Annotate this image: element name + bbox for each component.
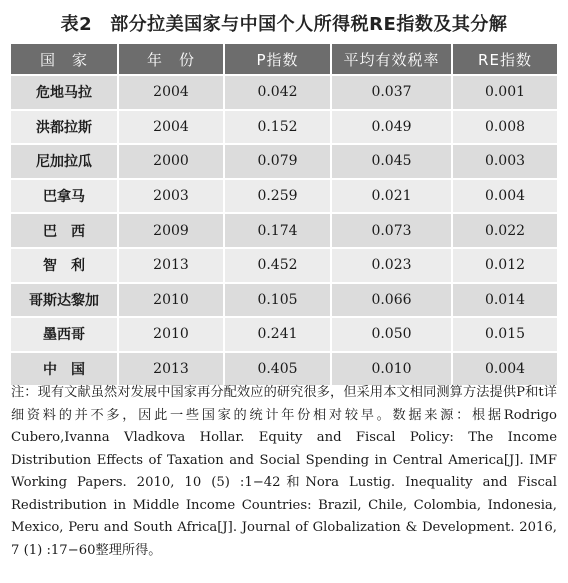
table-caption: 部分拉美国家与中国个人所得税RE指数及其分解 xyxy=(110,14,508,35)
cell-country: 危地马拉 xyxy=(11,75,118,110)
cell-year: 2000 xyxy=(118,144,224,179)
header-avg-rate: 平均有效税率 xyxy=(331,44,452,75)
cell-country: 巴 西 xyxy=(11,213,118,248)
cell-country: 智 利 xyxy=(11,248,118,283)
header-re-index: RE指数 xyxy=(452,44,557,75)
header-country: 国 家 xyxy=(11,44,118,75)
cell-year: 2004 xyxy=(118,110,224,145)
cell-p-index: 0.241 xyxy=(224,317,331,352)
cell-avg-rate: 0.045 xyxy=(331,144,452,179)
cell-re-index: 0.022 xyxy=(452,213,557,248)
data-table xyxy=(11,44,557,385)
cell-avg-rate: 0.073 xyxy=(331,213,452,248)
cell-re-index: 0.008 xyxy=(452,110,557,145)
cell-year: 2013 xyxy=(118,248,224,283)
table-row xyxy=(11,110,557,145)
cell-avg-rate: 0.037 xyxy=(331,75,452,110)
cell-p-index: 0.452 xyxy=(224,248,331,283)
cell-year: 2009 xyxy=(118,213,224,248)
header-p-index: P指数 xyxy=(224,44,331,75)
cell-p-index: 0.042 xyxy=(224,75,331,110)
cell-re-index: 0.014 xyxy=(452,283,557,318)
cell-p-index: 0.174 xyxy=(224,213,331,248)
table-row xyxy=(11,213,557,248)
cell-p-index: 0.105 xyxy=(224,283,331,318)
cell-re-index: 0.004 xyxy=(452,179,557,214)
cell-country: 哥斯达黎加 xyxy=(11,283,118,318)
header-row xyxy=(11,44,557,75)
cell-year: 2013 xyxy=(118,352,224,386)
table-footnote: 注：现有文献虽然对发展中国家再分配效应的研究很多，但采用本文相同测算方法提供P和t详细资料的并不多，因此一些国家的统计年份相对较早。数据来源：根据Rodrigo Cubero,Ivanna Vladkova Hollar. Equity and Fiscal Policy: The Income Distribution Effects of Taxation and Social Spending in Central America[J]. IMF Working Papers. 2010, 10 (5) :1−42和Nora Lustig. Inequality and Fiscal Redistribution in Middle Income Countries: Brazil, Chile, Colombia, Indonesia, Mexico, Peru and South Africa[J]. Journal of Globalization & Development. 2016, 7 (1) :17−60整理所得。 xyxy=(11,385,557,558)
cell-avg-rate: 0.021 xyxy=(331,179,452,214)
table-row xyxy=(11,317,557,352)
cell-country: 巴拿马 xyxy=(11,179,118,214)
cell-re-index: 0.004 xyxy=(452,352,557,386)
table-row xyxy=(11,283,557,318)
cell-avg-rate: 0.066 xyxy=(331,283,452,318)
cell-year: 2010 xyxy=(118,283,224,318)
table-row xyxy=(11,179,557,214)
cell-country: 尼加拉瓜 xyxy=(11,144,118,179)
cell-re-index: 0.001 xyxy=(452,75,557,110)
cell-year: 2010 xyxy=(118,317,224,352)
cell-avg-rate: 0.023 xyxy=(331,248,452,283)
table-row xyxy=(11,144,557,179)
cell-p-index: 0.405 xyxy=(224,352,331,386)
cell-avg-rate: 0.049 xyxy=(331,110,452,145)
cell-year: 2003 xyxy=(118,179,224,214)
table-row xyxy=(11,75,557,110)
table-number: 表2 xyxy=(60,14,93,35)
table-row xyxy=(11,352,557,386)
cell-country: 洪都拉斯 xyxy=(11,110,118,145)
cell-p-index: 0.079 xyxy=(224,144,331,179)
cell-p-index: 0.152 xyxy=(224,110,331,145)
cell-p-index: 0.259 xyxy=(224,179,331,214)
cell-avg-rate: 0.050 xyxy=(331,317,452,352)
table-row xyxy=(11,248,557,283)
cell-re-index: 0.012 xyxy=(452,248,557,283)
cell-year: 2004 xyxy=(118,75,224,110)
cell-country: 墨西哥 xyxy=(11,317,118,352)
cell-re-index: 0.015 xyxy=(452,317,557,352)
cell-country: 中 国 xyxy=(11,352,118,386)
table-title xyxy=(0,10,568,36)
header-year: 年 份 xyxy=(118,44,224,75)
cell-re-index: 0.003 xyxy=(452,144,557,179)
cell-avg-rate: 0.010 xyxy=(331,352,452,386)
